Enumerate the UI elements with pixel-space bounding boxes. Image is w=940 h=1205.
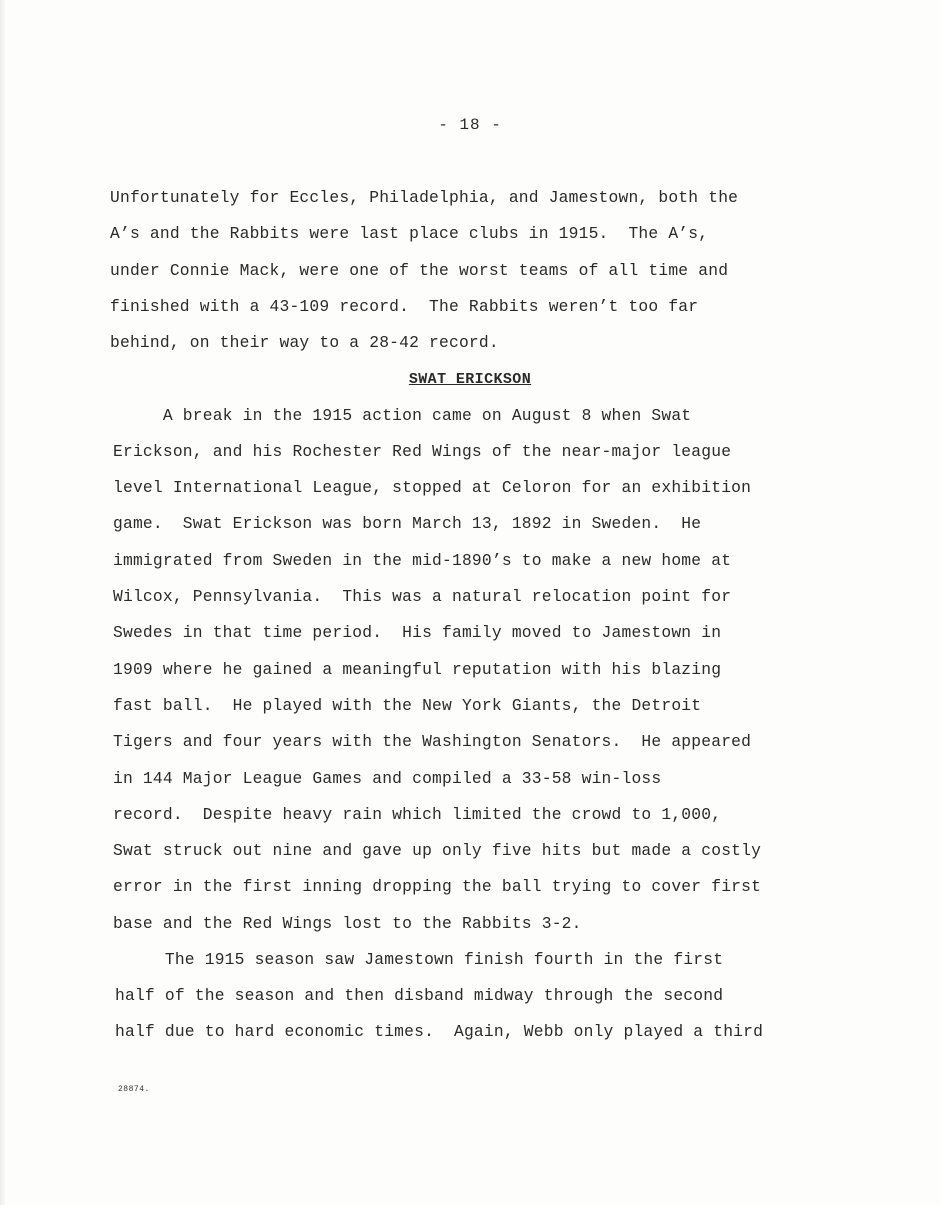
paragraph-2-line: in 144 Major League Games and compiled a 33-58 win-loss: [113, 769, 662, 788]
paragraph-2-line: level International League, stopped at Celoron for an exhibition: [113, 478, 752, 497]
paragraph-2-line: record. Despite heavy rain which limited the crowd to 1,000,: [113, 805, 722, 824]
paragraph-1-line: A’s and the Rabbits were last place clubs in 1915. The A’s,: [110, 224, 709, 243]
paragraph-2-line: error in the first inning dropping the ball trying to cover first: [113, 877, 762, 896]
paragraph-2-line: Swat struck out nine and gave up only five hits but made a costly: [113, 841, 762, 860]
paragraph-1-line: under Connie Mack, were one of the worst teams of all time and: [110, 261, 729, 280]
paragraph-2-line: Swedes in that time period. His family moved to Jamestown in: [113, 623, 722, 642]
paragraph-1-line: behind, on their way to a 28-42 record.: [110, 333, 499, 352]
paragraph-2-line: immigrated from Sweden in the mid-1890’s to make a new home at: [113, 551, 732, 570]
paragraph-1-line: Unfortunately for Eccles, Philadelphia, and Jamestown, both the: [110, 188, 739, 207]
paragraph-3-line: The 1915 season saw Jamestown finish fourth in the first: [115, 950, 724, 969]
page-number: - 18 -: [438, 116, 502, 134]
footer-code: 28874.: [118, 1085, 150, 1094]
paragraph-2-line: Erickson, and his Rochester Red Wings of the near-major league: [113, 442, 732, 461]
paragraph-3-line: half due to hard economic times. Again, Webb only played a third: [115, 1022, 764, 1041]
paragraph-2-line: game. Swat Erickson was born March 13, 1892 in Sweden. He: [113, 514, 702, 533]
paragraph-2-line: base and the Red Wings lost to the Rabbits 3-2.: [113, 914, 582, 933]
scan-edge-shadow: [0, 0, 6, 1205]
paragraph-2-line: Wilcox, Pennsylvania. This was a natural relocation point for: [113, 587, 732, 606]
paragraph-2-line: 1909 where he gained a meaningful reputation with his blazing: [113, 660, 722, 679]
paragraph-1-line: finished with a 43-109 record. The Rabbits weren’t too far: [110, 297, 699, 316]
paragraph-2-line: fast ball. He played with the New York Giants, the Detroit: [113, 696, 702, 715]
paragraph-2-line: A break in the 1915 action came on August 8 when Swat: [113, 406, 692, 425]
section-heading: SWAT ERICKSON: [408, 371, 532, 388]
paragraph-2-line: Tigers and four years with the Washington Senators. He appeared: [113, 732, 752, 751]
paragraph-3-line: half of the season and then disband midway through the second: [115, 986, 724, 1005]
